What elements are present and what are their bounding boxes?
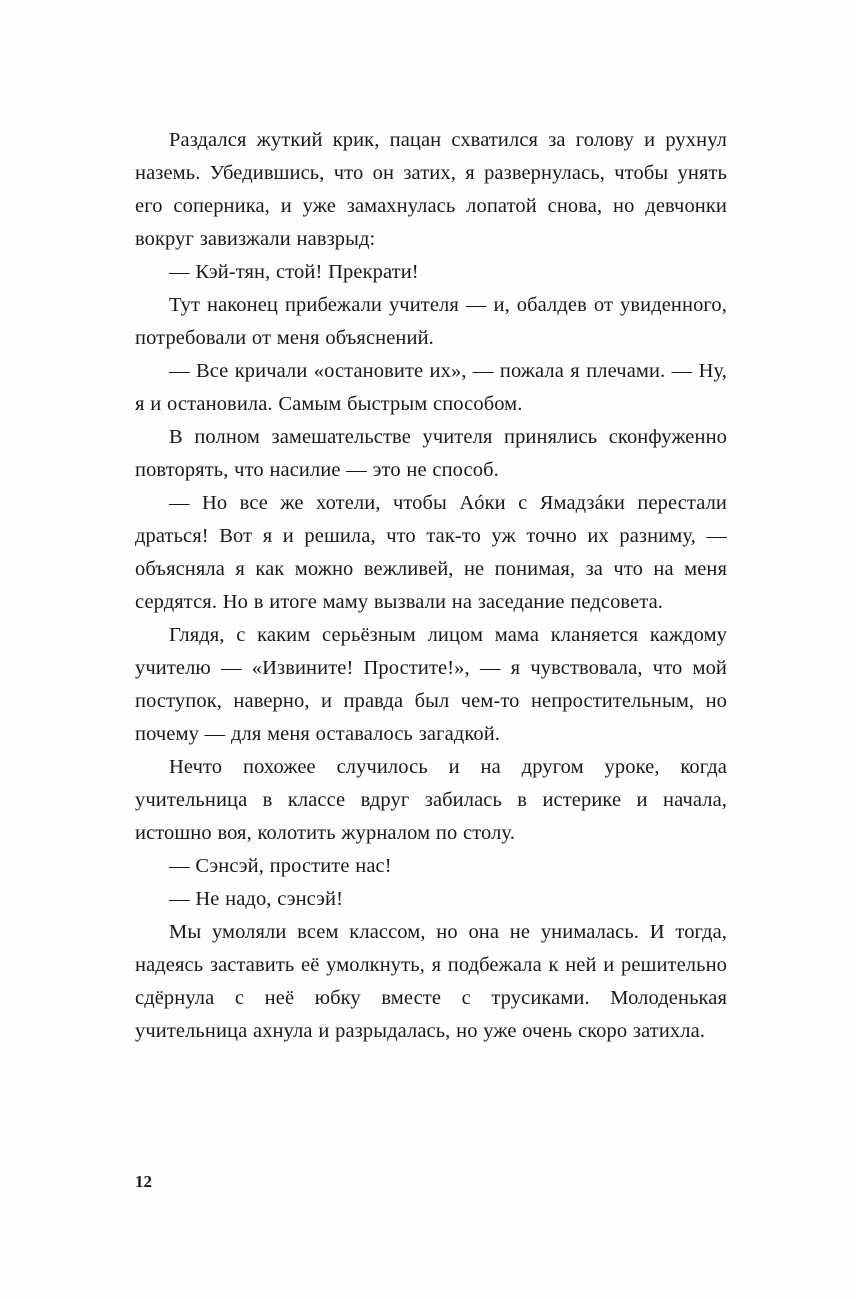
paragraph-narration: Мы умоляли всем классом, но она не унималась. И тогда, надеясь заставить её умолкнуть, я подбежала к ней и решительно сдёрнула с неё юбку вместе с трусиками. Молоденькая учительница ахнула и разрыдалась, но уже очень скоро затихла.: [135, 921, 727, 1042]
paragraph-narration: Тут наконец прибежали учителя — и, обалдев от увиденного, потребовали от меня объяснений.: [135, 294, 727, 349]
paragraph-narration: Раздался жуткий крик, пацан схватился за голову и рухнул наземь. Убедившись, что он затих, я развернулась, чтобы унять его соперника, и уже замахнулась лопатой снова, но девчонки вокруг завизжали навзрыд:: [135, 129, 727, 250]
paragraph-dialogue: — Но все же хотели, чтобы Аóки с Ямадзáки перестали драться! Вот я и решила, что так-то уж точно их разниму, — объясняла я как можно вежливей, не понимая, за что на меня сердятся. Но в итоге маму вызвали на заседание педсовета.: [135, 492, 727, 613]
page-text: [135, 124, 727, 1048]
paragraph-narration: Глядя, с каким серьёзным лицом мама кланяется каждому учителю — «Извините! Простите!», — я чувствовала, что мой поступок, наверно, и правда был чем-то непростительным, но почему — для меня оставалось загадкой.: [135, 624, 727, 745]
paragraph-narration: В полном замешательстве учителя принялись сконфуженно повторять, что насилие — это не способ.: [135, 426, 727, 481]
paragraph-dialogue: — Сэнсэй, простите нас!: [169, 855, 392, 877]
page-number: 12: [135, 1172, 152, 1191]
paragraph-narration: Нечто похожее случилось и на другом уроке, когда учительница в классе вдруг забилась в истерике и начала, истошно воя, колотить журналом по столу.: [135, 756, 727, 844]
paragraph-dialogue: — Кэй-тян, стой! Прекрати!: [169, 261, 419, 283]
paragraph-dialogue: — Все кричали «остановите их», — пожала я плечами. — Ну, я и остановила. Самым быстрым способом.: [135, 360, 727, 415]
paragraph-dialogue: — Не надо, сэнсэй!: [169, 888, 344, 910]
